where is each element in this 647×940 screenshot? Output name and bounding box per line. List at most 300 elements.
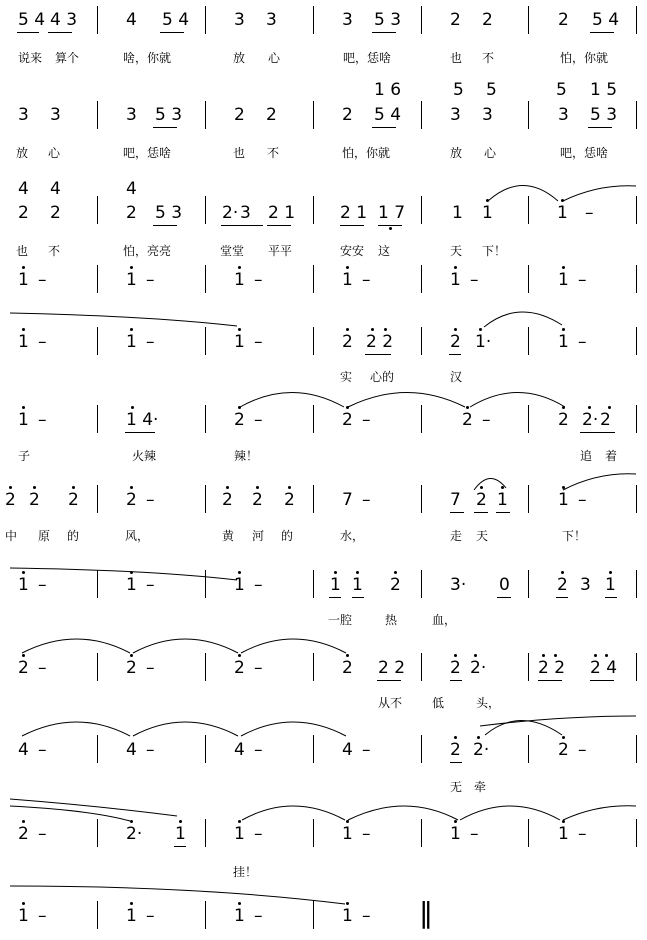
- beam-underline: [153, 225, 177, 226]
- high-octave-dot: [334, 571, 337, 574]
- note: –: [578, 490, 587, 510]
- lyric: 也: [233, 146, 246, 160]
- barline: [313, 265, 314, 293]
- note: 2: [600, 410, 611, 430]
- beam-underline: [538, 680, 562, 681]
- harmony-note: 4: [50, 179, 61, 199]
- high-octave-dot: [501, 486, 504, 489]
- note: 4: [126, 10, 137, 30]
- barline: [528, 327, 529, 355]
- lyric: 怕，你就: [560, 51, 609, 65]
- barline: [313, 570, 314, 598]
- barline: [636, 405, 637, 433]
- note: –: [38, 906, 47, 926]
- lyric: 算个: [55, 51, 80, 65]
- note: 3: [580, 575, 591, 595]
- lyric: 不: [482, 51, 495, 65]
- note: 5 3: [374, 10, 402, 30]
- note: 1: [18, 332, 29, 352]
- high-octave-dot: [562, 486, 565, 489]
- note: 2: [450, 740, 461, 760]
- barline: [97, 735, 98, 763]
- note: 2·: [222, 203, 239, 223]
- harmony-note: 4: [18, 179, 29, 199]
- lyric: 心: [484, 146, 497, 160]
- barline: [528, 6, 529, 34]
- harmony-note: 4: [126, 179, 137, 199]
- beam-underline: [450, 680, 462, 681]
- barline: [97, 485, 98, 513]
- note: 1: [126, 575, 137, 595]
- high-octave-dot: [22, 266, 25, 269]
- high-octave-dot: [130, 486, 133, 489]
- high-octave-dot: [346, 820, 349, 823]
- note: 3·: [450, 575, 467, 595]
- lyric: 啥，你就: [123, 51, 172, 65]
- tie: [22, 722, 130, 736]
- note: 2: [234, 410, 245, 430]
- barline: [205, 901, 206, 929]
- note: 1: [450, 270, 461, 290]
- lyric: 子: [18, 449, 31, 463]
- lyric: 下！: [482, 244, 507, 258]
- barline: [636, 735, 637, 763]
- beam-underline: [160, 32, 184, 33]
- lyric: 低: [432, 696, 445, 710]
- beam-underline: [474, 512, 488, 513]
- high-octave-dot: [466, 406, 469, 409]
- high-octave-dot: [238, 328, 241, 331]
- high-octave-dot: [256, 486, 259, 489]
- tie: [460, 806, 560, 820]
- note: –: [578, 824, 587, 844]
- barline: [421, 405, 422, 433]
- high-octave-dot: [22, 820, 25, 823]
- lyric: 火辣: [132, 449, 157, 463]
- lyric: 追: [580, 449, 593, 463]
- note: 1: [605, 575, 616, 595]
- beam-underline: [372, 32, 396, 33]
- note: 1 4·: [126, 410, 159, 430]
- high-octave-dot: [562, 820, 565, 823]
- lyric: 下！: [562, 529, 587, 543]
- barline: [313, 735, 314, 763]
- note: 4 3: [50, 10, 78, 30]
- barline: [97, 653, 98, 681]
- barline: [528, 485, 529, 513]
- note: –: [38, 332, 47, 352]
- high-octave-dot: [130, 902, 133, 905]
- final-barline: ‖: [419, 896, 433, 929]
- high-octave-dot: [588, 406, 591, 409]
- note: 2: [18, 203, 29, 223]
- high-octave-dot: [22, 902, 25, 905]
- note: 3: [240, 203, 251, 223]
- barline: [313, 196, 314, 224]
- note: 5 4: [18, 10, 46, 30]
- barline: [313, 6, 314, 34]
- high-octave-dot: [609, 571, 612, 574]
- note: –: [146, 906, 155, 926]
- harmony-note: 1 5: [590, 80, 618, 100]
- high-octave-dot: [130, 571, 133, 574]
- high-octave-dot: [346, 902, 349, 905]
- note: 2: [18, 824, 29, 844]
- high-octave-dot: [608, 406, 611, 409]
- beam-underline: [17, 32, 39, 33]
- tie: [133, 722, 238, 736]
- tie: [480, 716, 636, 726]
- high-octave-dot: [130, 266, 133, 269]
- note: 2: [462, 410, 473, 430]
- barline: [528, 735, 529, 763]
- tie: [22, 639, 130, 653]
- high-octave-dot: [131, 406, 134, 409]
- note: 5 3: [590, 105, 618, 125]
- high-octave-dot: [454, 266, 457, 269]
- note: 2: [126, 658, 137, 678]
- barline: [528, 101, 529, 129]
- note: –: [254, 658, 263, 678]
- note: 1: [482, 203, 493, 223]
- note: –: [146, 270, 155, 290]
- note: 3: [18, 105, 29, 125]
- high-octave-dot: [454, 820, 457, 823]
- note: 1: [234, 575, 245, 595]
- high-octave-dot: [394, 571, 397, 574]
- note: 2: [18, 658, 29, 678]
- note: –: [362, 270, 371, 290]
- high-octave-dot: [371, 328, 374, 331]
- note: 5 4: [374, 105, 402, 125]
- barline: [421, 265, 422, 293]
- high-octave-dot: [22, 654, 25, 657]
- note: –: [254, 824, 263, 844]
- note: –: [38, 740, 47, 760]
- lyric: 怕，你就: [342, 146, 391, 160]
- lyric: 天: [450, 244, 463, 258]
- low-octave-dot: [389, 227, 392, 230]
- note: 2: [252, 490, 263, 510]
- note: 2: [266, 105, 277, 125]
- lyric: 无: [450, 780, 463, 794]
- lyric: 热: [385, 613, 398, 627]
- note: 3: [342, 10, 353, 30]
- barline: [636, 265, 637, 293]
- note: 2: [482, 10, 493, 30]
- barline: [636, 327, 637, 355]
- high-octave-dot: [22, 571, 25, 574]
- barline: [636, 819, 637, 847]
- slur: [484, 312, 562, 327]
- beam-underline: [580, 432, 615, 433]
- beam-underline: [125, 432, 155, 433]
- high-octave-dot: [130, 328, 133, 331]
- note: 1: [234, 824, 245, 844]
- high-octave-dot: [562, 406, 565, 409]
- note: –: [470, 270, 479, 290]
- high-octave-dot: [22, 328, 25, 331]
- note: 1: [342, 906, 353, 926]
- note: 1: [342, 824, 353, 844]
- barline: [97, 101, 98, 129]
- high-octave-dot: [561, 571, 564, 574]
- barline: [97, 570, 98, 598]
- lyric: 实: [340, 370, 353, 384]
- high-octave-dot: [33, 486, 36, 489]
- harmony-note: 5: [556, 80, 567, 100]
- note: –: [362, 824, 371, 844]
- barline: [97, 405, 98, 433]
- note: 3: [234, 10, 245, 30]
- harmony-note: 5: [486, 80, 497, 100]
- beam-underline: [588, 127, 612, 128]
- lyric: 头，: [476, 696, 501, 710]
- note: –: [578, 270, 587, 290]
- lyric: 辣！: [234, 449, 259, 463]
- note: 1: [352, 575, 363, 595]
- note: 2·: [470, 658, 487, 678]
- barline: [313, 653, 314, 681]
- lyric: 放: [450, 146, 463, 160]
- high-octave-dot: [238, 406, 241, 409]
- note: –: [146, 575, 155, 595]
- high-octave-dot: [179, 820, 182, 823]
- lyric: 从不: [378, 696, 403, 710]
- note: 2: [68, 490, 79, 510]
- barline: [528, 819, 529, 847]
- lyric: 风，: [125, 529, 150, 543]
- beam-underline: [556, 597, 568, 598]
- note: 2: [342, 658, 353, 678]
- tie: [563, 474, 636, 490]
- lyric: 吧，恁啥: [343, 51, 392, 65]
- barline: [528, 405, 529, 433]
- barline: [205, 405, 206, 433]
- note: 1: [558, 270, 569, 290]
- lyric: 吧，恁啥: [560, 146, 609, 160]
- note: 2: [234, 105, 245, 125]
- note: –: [254, 410, 263, 430]
- barline: [313, 327, 314, 355]
- note: 4: [126, 740, 137, 760]
- high-octave-dot: [454, 736, 457, 739]
- barline: [636, 653, 637, 681]
- barline: [97, 819, 98, 847]
- note: 3: [50, 105, 61, 125]
- note: –: [254, 332, 263, 352]
- lyric: 中: [5, 529, 18, 543]
- note: 7: [342, 490, 353, 510]
- note: –: [482, 410, 491, 430]
- high-octave-dot: [238, 902, 241, 905]
- note: 1: [126, 906, 137, 926]
- high-octave-dot: [480, 486, 483, 489]
- barline: [205, 327, 206, 355]
- note: 3: [558, 105, 569, 125]
- note: 1: [18, 270, 29, 290]
- high-octave-dot: [226, 486, 229, 489]
- note: 1·: [475, 332, 492, 352]
- lyric: 不: [267, 146, 280, 160]
- note: 5 3: [155, 105, 183, 125]
- note: 1: [342, 270, 353, 290]
- lyric: 放: [16, 146, 29, 160]
- note: –: [362, 490, 371, 510]
- high-octave-dot: [346, 406, 349, 409]
- beam-underline: [153, 127, 177, 128]
- note: –: [38, 824, 47, 844]
- harmony-note: 1 6: [374, 80, 402, 100]
- note: –: [146, 740, 155, 760]
- note: –: [146, 332, 155, 352]
- note: –: [38, 410, 47, 430]
- barline: [636, 570, 637, 598]
- barline: [205, 653, 206, 681]
- high-octave-dot: [346, 266, 349, 269]
- note: 5 4: [592, 10, 620, 30]
- high-octave-dot: [22, 406, 25, 409]
- lyric: 的: [281, 529, 294, 543]
- note: 1: [450, 824, 461, 844]
- barline: [636, 6, 637, 34]
- lyric: 也: [450, 51, 463, 65]
- beam-underline: [590, 32, 614, 33]
- high-octave-dot: [238, 820, 241, 823]
- note: 2: [50, 203, 61, 223]
- high-octave-dot: [474, 654, 477, 657]
- high-octave-dot: [594, 654, 597, 657]
- high-octave-dot: [605, 654, 608, 657]
- note: –: [38, 270, 47, 290]
- barline: [97, 6, 98, 34]
- note: 2: [450, 658, 461, 678]
- note: 5 4: [162, 10, 190, 30]
- note: 1: [18, 906, 29, 926]
- tie: [563, 806, 636, 820]
- tie: [133, 639, 238, 653]
- note: –: [146, 658, 155, 678]
- barline: [421, 819, 422, 847]
- tie: [242, 806, 345, 820]
- lyric: 的: [67, 529, 80, 543]
- note: 2: [450, 10, 461, 30]
- note: 2: [476, 490, 487, 510]
- high-octave-dot: [238, 571, 241, 574]
- note: 1: [234, 332, 245, 352]
- lyric: 水，: [340, 529, 365, 543]
- high-octave-dot: [346, 654, 349, 657]
- note: –: [254, 270, 263, 290]
- lyric: 牵: [474, 780, 487, 794]
- barline: [528, 570, 529, 598]
- barline: [313, 485, 314, 513]
- lyric: 放: [233, 51, 246, 65]
- beam-underline: [221, 225, 263, 226]
- note: –: [38, 575, 47, 595]
- beam-underline: [450, 512, 464, 513]
- lyric: 心的: [370, 370, 395, 384]
- barline: [528, 196, 529, 224]
- tie: [10, 799, 177, 816]
- barline: [421, 101, 422, 129]
- lyric: 不: [48, 244, 61, 258]
- barline: [421, 485, 422, 513]
- lyric: 安安: [340, 244, 365, 258]
- high-octave-dot: [238, 266, 241, 269]
- note: 1: [497, 490, 508, 510]
- note: 2·: [126, 824, 143, 844]
- note: 2 2: [378, 658, 406, 678]
- beam-underline: [352, 597, 364, 598]
- note: 1: [558, 332, 569, 352]
- lyric: 走: [450, 529, 463, 543]
- tie: [10, 313, 237, 326]
- lyric: 说来: [18, 51, 43, 65]
- beam-underline: [590, 680, 614, 681]
- lyric: 原: [38, 529, 51, 543]
- note: 2: [29, 490, 40, 510]
- note: 4: [18, 740, 29, 760]
- barline: [421, 570, 422, 598]
- note: 2: [222, 490, 233, 510]
- high-octave-dot: [479, 328, 482, 331]
- lyric: 河: [252, 529, 265, 543]
- high-octave-dot: [477, 736, 480, 739]
- note: 2 2: [538, 658, 566, 678]
- tie: [10, 886, 345, 904]
- note: 2: [342, 332, 353, 352]
- slur: [485, 721, 562, 736]
- lyric: 汉: [450, 370, 463, 384]
- note: 1: [558, 490, 569, 510]
- lyric: 怕，亮亮: [123, 244, 172, 258]
- note: –: [38, 658, 47, 678]
- barline: [205, 735, 206, 763]
- note: 2: [450, 332, 461, 352]
- beam-underline: [605, 597, 617, 598]
- beam-underline: [377, 680, 401, 681]
- lyric: 心: [48, 146, 61, 160]
- note: –: [254, 740, 263, 760]
- high-octave-dot: [454, 654, 457, 657]
- high-octave-dot: [346, 328, 349, 331]
- tie: [470, 393, 565, 408]
- high-octave-dot: [384, 328, 387, 331]
- barline: [313, 101, 314, 129]
- high-octave-dot: [72, 486, 75, 489]
- note: 2 1: [340, 203, 368, 223]
- note: 1: [18, 575, 29, 595]
- note: 2: [284, 490, 295, 510]
- barline: [205, 485, 206, 513]
- high-octave-dot: [562, 266, 565, 269]
- note: 2: [558, 410, 569, 430]
- note: –: [254, 906, 263, 926]
- barline: [205, 101, 206, 129]
- tie: [348, 393, 465, 408]
- lyric: 堂堂: [220, 244, 245, 258]
- tie: [241, 722, 346, 736]
- note: 4: [234, 740, 245, 760]
- lyric: 吧，恁啥: [123, 146, 172, 160]
- lyric: 平平: [268, 244, 293, 258]
- note: 1 7: [378, 203, 406, 223]
- beam-underline: [267, 225, 291, 226]
- note: 2 4: [590, 658, 618, 678]
- high-octave-dot: [542, 654, 545, 657]
- lyric: 血，: [432, 613, 457, 627]
